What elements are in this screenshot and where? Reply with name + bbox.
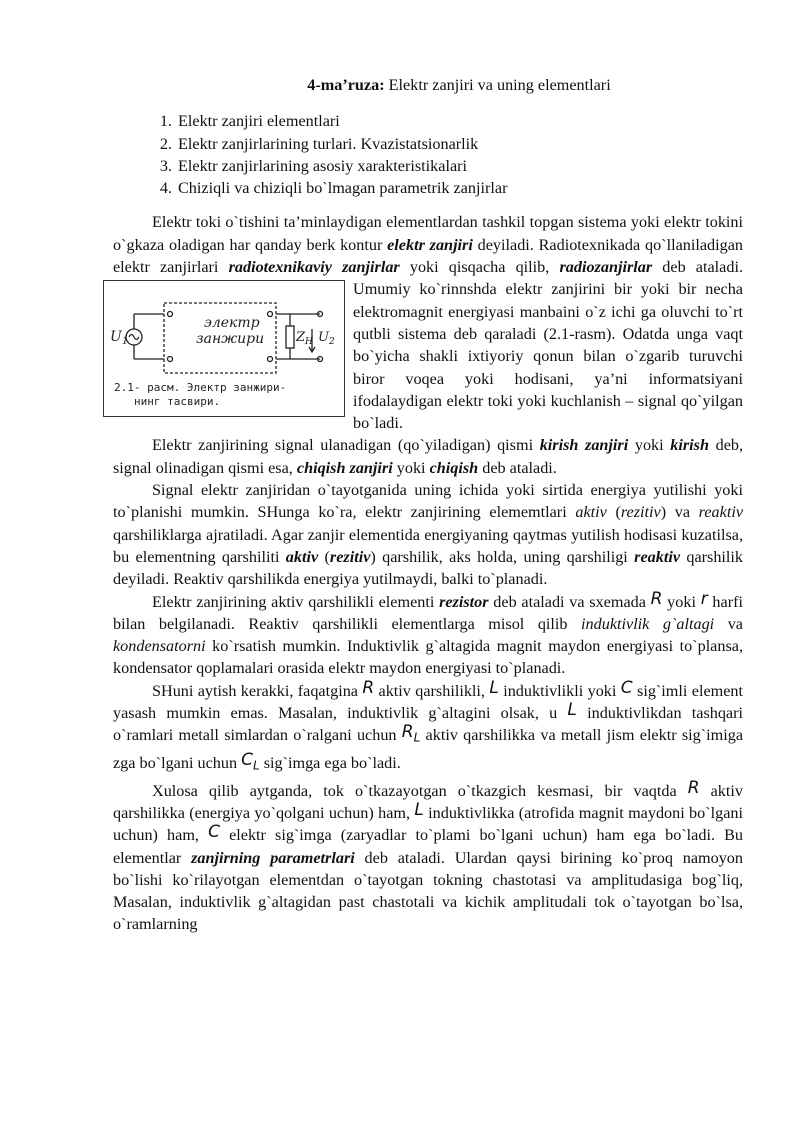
- term-reaktiv: reaktiv: [698, 503, 744, 522]
- lecture-outline: [113, 110, 743, 199]
- text-run: ) qarshilik, aks holda, uning qarshiligi: [370, 547, 635, 566]
- symbol-C: C: [620, 677, 633, 698]
- text-run: yoki: [392, 458, 430, 477]
- term-aktiv-bold: aktiv: [285, 547, 319, 566]
- lecture-label: 4-ma’ruza:: [307, 76, 385, 94]
- text-run: Elektr zanjirining signal ulanadigan (qo`yiladigan) qismi: [152, 436, 540, 455]
- text-run: deb, signal olinadigan qismi esa,: [113, 436, 744, 477]
- text-run: va: [714, 614, 743, 633]
- term-zanjirning-parametrlari: zanjirning parametrlari: [191, 848, 355, 867]
- term-rezitiv: rezitiv: [620, 503, 661, 522]
- text-run: Signal elektr zanjiridan o`tayotganida uning ichida yoki sirtida energiya yutilishi yoki to`planishi mumkin. SHunga ko`ra, elektr zanjirining elememtlari: [113, 481, 743, 522]
- symbol-L: L: [567, 700, 577, 721]
- outline-item: 4. Chiziqli va chiziqli bo`lmagan parametrik zanjirlar: [176, 177, 743, 199]
- term-reaktiv-bold: reaktiv: [634, 547, 681, 566]
- text-run: aktiv qarshilikli,: [374, 681, 490, 700]
- symbol-subscript: L: [413, 730, 421, 745]
- text-run: (: [318, 547, 330, 566]
- source-label: [110, 329, 128, 347]
- text-run: Elektr toki o`tishini ta’minlaydigan elementlardan tashkil topgan sistema yoki elektr tokini o`gkaza oladigan har qanday berk kontur: [113, 213, 743, 254]
- text-run: yoki bir necha elektromagnit energiyasi manbaini o`z ichi ga oluvchi to`rt qutbli sistema deb qaraladi (2.1-rasm). Odatda unga vaqt bo`yicha shakli ixtiyoriy qonun bilan o`zgarib turuvchi biror voqea yoki hodisani, ya’ni informatsiyani ifodalaydigan elektr toki yoki kuchlanish – signal qo`yilgan bo`ladi.: [353, 280, 743, 433]
- term-chiqish: chiqish: [429, 458, 479, 477]
- text-run: induktivlikli yoki: [498, 681, 621, 700]
- term-elektr-zanjiri: elektr zanjiri: [387, 235, 473, 254]
- document-page: [110, 74, 744, 936]
- text-run: elektr sig`imga (zaryadlar to`plami bo`lgani uchun) ham ega bo`ladi. Bu elementlar: [113, 826, 743, 867]
- text-run: Xulosa qilib aytganda, tok o`tkazayotgan o`tkazgich kesmasi, bir vaqtda: [152, 781, 688, 800]
- output-label-sub: 2: [328, 337, 335, 348]
- load-label: [295, 330, 313, 347]
- symbol-R: R: [401, 722, 414, 743]
- load-label-main: Z: [296, 330, 306, 346]
- paragraph-5: [113, 677, 744, 780]
- term-aktiv: aktiv: [575, 503, 607, 522]
- figure-caption-line-2: нинг тасвири.: [134, 395, 221, 409]
- symbol-subscript: L: [252, 758, 260, 773]
- text-run: qarshiliklarga ajratiladi. Agar zanjir elementida energiyaning qaytmas yutilish hodisasi kuzatilsa, bu elementning qarshiliti: [113, 525, 743, 566]
- text-run: deb ataladi va sxemada: [488, 592, 651, 611]
- box-label-1: электр: [204, 315, 260, 332]
- text-run: deb ataladi. Ulardan qaysi birining ko`proq namoyon bo`lishi ko`rilayotgan elementdan o`tayotgan tokning chastotasi va amplitudasiga bog`liq, Masalan, induktivlik g`altagidan past chastotali va kichik amplitudali tok o`tayotgan bo`lsa, o`ramlarning: [113, 848, 743, 934]
- symbol-C: C: [241, 750, 253, 770]
- term-radiotexnikaviy-zanjirlar: radiotexnikaviy zanjirlar: [228, 258, 400, 277]
- symbol-CL: [241, 750, 260, 773]
- symbol-L: L: [414, 799, 424, 820]
- text-run: induktivlikdan tashqari o`ramlari metall simlardan o`ralgani uchun: [113, 704, 743, 745]
- term-rezitiv-bold: rezitiv: [329, 547, 371, 566]
- text-run: deb ataladi. Umumiy ko`rinnshda elektr zanjirini bir: [353, 258, 743, 299]
- text-run: ) va: [660, 503, 699, 522]
- source-label-sub: 1: [121, 336, 129, 348]
- text-run: SHuni aytish kerakki, faqatgina: [152, 681, 363, 700]
- figure-caption-line-1: 2.1- расм. Электр занжири-: [114, 381, 287, 395]
- term-kirish: kirish: [670, 436, 709, 455]
- paragraph-6: [113, 777, 743, 936]
- text-run: (: [606, 503, 621, 522]
- box-label-2: занжири: [196, 331, 265, 348]
- text-run: yoki: [662, 592, 701, 611]
- text-run: yoki qisqacha qilib,: [399, 258, 560, 277]
- paragraph-4: [113, 588, 743, 680]
- term-chiqish-zanjiri: chiqish zanjiri: [296, 458, 393, 477]
- symbol-R: R: [362, 677, 375, 698]
- text-run: yoki: [628, 436, 671, 455]
- text-run: Elektr zanjirining aktiv qarshilikli elementi: [152, 592, 440, 611]
- term-induktivlik-galtagi: induktivlik g`altagi: [581, 614, 715, 633]
- text-run: deyiladi. Radiotexnikada qo`llaniladigan elektr zanjirlari: [113, 235, 743, 277]
- circuit-diagram: [104, 281, 344, 416]
- paragraph-3: [113, 479, 743, 590]
- symbol-C: C: [208, 822, 220, 843]
- symbol-R: R: [687, 777, 700, 798]
- term-rezistor: rezistor: [439, 592, 489, 611]
- text-run: deb ataladi.: [478, 458, 557, 477]
- text-run: qarshilik deyiladi. Reaktiv qarshilikda energiya yutilmaydi, balki to`planadi.: [113, 547, 744, 589]
- symbol-r: r: [700, 588, 708, 609]
- text-run: induktivlikka (atrofida magnit maydoni bo`lgani uchun) ham,: [113, 803, 743, 845]
- term-radiozanjirlar: radiozanjirlar: [559, 258, 653, 277]
- symbol-R: R: [650, 588, 663, 609]
- term-kirish-zanjiri: kirish zanjiri: [539, 436, 629, 455]
- load-label-sub: H: [305, 337, 313, 348]
- symbol-RL: [401, 722, 421, 745]
- lecture-title: [113, 74, 743, 96]
- text-run: ko`rsatish mumkin. Induktivlik g`altagida magnit maydon energiyasi to`plansa, kondensator qoplamalari orasida elektr maydon energiyasi to`planadi.: [113, 637, 743, 678]
- figure-2-1-circuit: [103, 280, 345, 417]
- outline-item: 1. Elektr zanjiri elementlari: [176, 110, 743, 132]
- text-run: aktiv qarshilikka va metall jism elektr sig`imiga zga bo`lgani uchun: [113, 726, 744, 772]
- outline-item: 2. Elektr zanjirlarining turlari. Kvazistatsionarlik: [176, 133, 743, 155]
- text-run: aktiv qarshilikka (energiya yo`qolgani uchun) ham,: [113, 781, 743, 822]
- output-label: [318, 330, 335, 347]
- source-label-main: U: [110, 329, 122, 346]
- output-label-main: U: [318, 330, 329, 346]
- lecture-title-text: Elektr zanjiri va uning elementlari: [388, 76, 611, 94]
- text-run: sig`imga ega bo`ladi.: [259, 754, 401, 772]
- outline-item: 3. Elektr zanjirlarining asosiy xarakteristikalari: [176, 155, 743, 177]
- term-kondensatorni: kondensatorni: [113, 637, 206, 656]
- text-run: harfi bilan belgilanadi. Reaktiv qarshilikli elementlarga misol qilib: [113, 592, 743, 633]
- text-run: sig`imli element yasash mumkin emas. Masalan, induktivlik g`altagini olsak, u: [113, 681, 743, 723]
- paragraph-2: [113, 434, 743, 479]
- paragraph-1: [110, 211, 743, 434]
- symbol-L: L: [489, 677, 499, 698]
